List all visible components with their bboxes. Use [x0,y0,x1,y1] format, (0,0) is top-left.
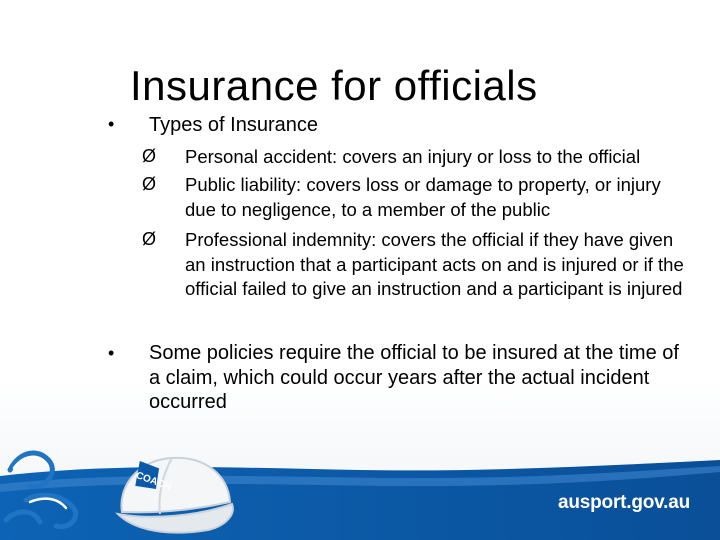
slide-title: Insurance for officials [130,62,538,109]
bullet-dot-icon: • [108,343,115,363]
sub-bullet-professional-indemnity: Professional indemnity: covers the official if they have given an instruction that a participant acts on and is injured or if the official failed to give an instruction and a participant is injured [185,229,684,299]
arrow-bullet-icon: Ø [142,146,157,166]
bullet-some-policies: Some policies require the official to be insured at the time of a claim, which could occur years after the actual incident occurred [149,342,679,413]
sub-bullet-personal-accident: Personal accident: covers an injury or loss to the official [185,146,641,167]
arrow-bullet-icon: Ø [142,174,157,194]
footer-url[interactable]: ausport.gov.au [558,492,690,513]
coach-logo-text: COACH [134,470,173,494]
coach-cap-logo [112,440,242,540]
footer-banner [0,430,720,540]
bullet-dot-icon: • [108,114,115,134]
bullet-types-of-insurance: Types of Insurance [149,114,318,136]
arrow-bullet-icon: Ø [142,229,157,249]
sub-bullet-public-liability: Public liability: covers loss or damage to property, or injury due to negligence, to a member of the public [185,174,661,220]
